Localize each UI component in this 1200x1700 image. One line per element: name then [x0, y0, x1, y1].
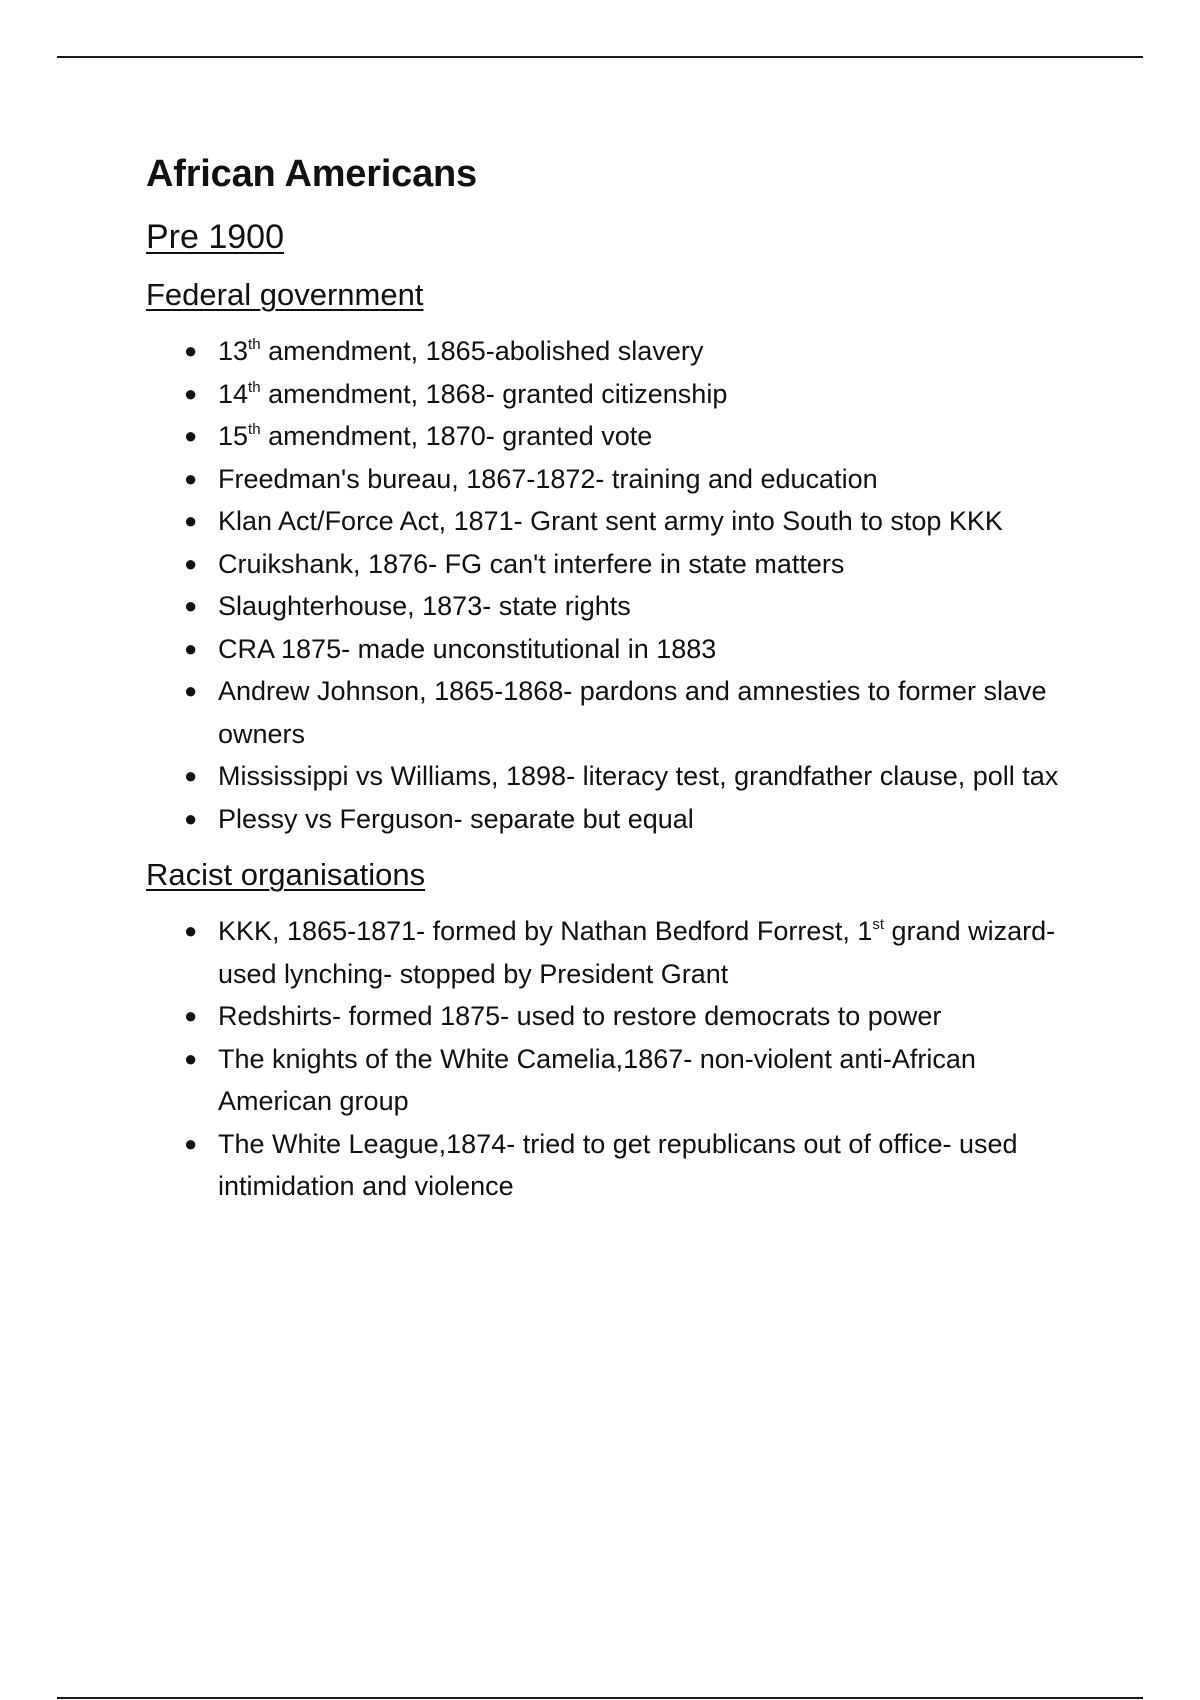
footer-rule: [57, 1697, 1143, 1699]
bullet-icon: ●: [184, 678, 198, 703]
list-item: ● Cruikshank, 1876- FG can't interfere in state matters: [146, 543, 1066, 586]
bullet-icon: ●: [184, 593, 198, 618]
list-item: ● 13th amendment, 1865-abolished slavery: [146, 330, 1066, 373]
list-item: ● Plessy vs Ferguson- separate but equal: [146, 798, 1066, 841]
bullet-icon: ●: [184, 635, 198, 661]
bullet-icon: ●: [184, 1003, 198, 1028]
list-item: ● 15th amendment, 1870- granted vote: [146, 415, 1066, 458]
list-item: ● Andrew Johnson, 1865-1868- pardons and amnesties to former slave owners: [146, 670, 1066, 755]
section-federal-government: [146, 272, 1066, 840]
list-item: ● Klan Act/Force Act, 1871- Grant sent army into South to stop KKK: [146, 500, 1066, 543]
bullet-icon: ●: [184, 465, 198, 491]
bullet-icon: ●: [184, 1045, 198, 1071]
section-heading: Federal government: [146, 277, 424, 312]
bullet-icon: ●: [184, 805, 198, 831]
list-item: ● The White League,1874- tried to get republicans out of office- used intimidation and violence: [146, 1123, 1066, 1208]
bullet-list: [146, 910, 1066, 1208]
list-item: ● CRA 1875- made unconstitutional in 1883: [146, 628, 1066, 671]
list-item: ● KKK, 1865-1871- formed by Nathan Bedford Forrest, 1st grand wizard- used lynching- stopped by President Grant: [146, 910, 1066, 995]
bullet-icon: ●: [184, 550, 198, 576]
list-item: ● Slaughterhouse, 1873- state rights: [146, 585, 1066, 628]
document-title: African Americans: [146, 153, 477, 195]
list-item: ● Mississippi vs Williams, 1898- literacy test, grandfather clause, poll tax: [146, 755, 1066, 798]
list-item: ● Freedman's bureau, 1867-1872- training and education: [146, 458, 1066, 501]
period-heading: Pre 1900: [146, 218, 284, 256]
bullet-icon: ●: [184, 508, 198, 533]
bullet-list: [146, 330, 1066, 840]
document-body: [146, 146, 1066, 1208]
bullet-icon: ●: [184, 1130, 198, 1156]
list-item: ● The knights of the White Camelia,1867- non-violent anti-African American group: [146, 1038, 1066, 1123]
header-rule: [57, 56, 1143, 58]
list-item: ● Redshirts- formed 1875- used to restore democrats to power: [146, 995, 1066, 1038]
list-item: ● 14th amendment, 1868- granted citizenship: [146, 373, 1066, 416]
bullet-icon: ●: [184, 423, 198, 448]
section-heading: Racist organisations: [146, 857, 426, 892]
bullet-icon: ●: [184, 380, 198, 406]
section-racist-organisations: [146, 852, 1066, 1208]
bullet-icon: ●: [184, 763, 198, 788]
bullet-icon: ●: [184, 918, 198, 943]
bullet-icon: ●: [184, 338, 198, 363]
